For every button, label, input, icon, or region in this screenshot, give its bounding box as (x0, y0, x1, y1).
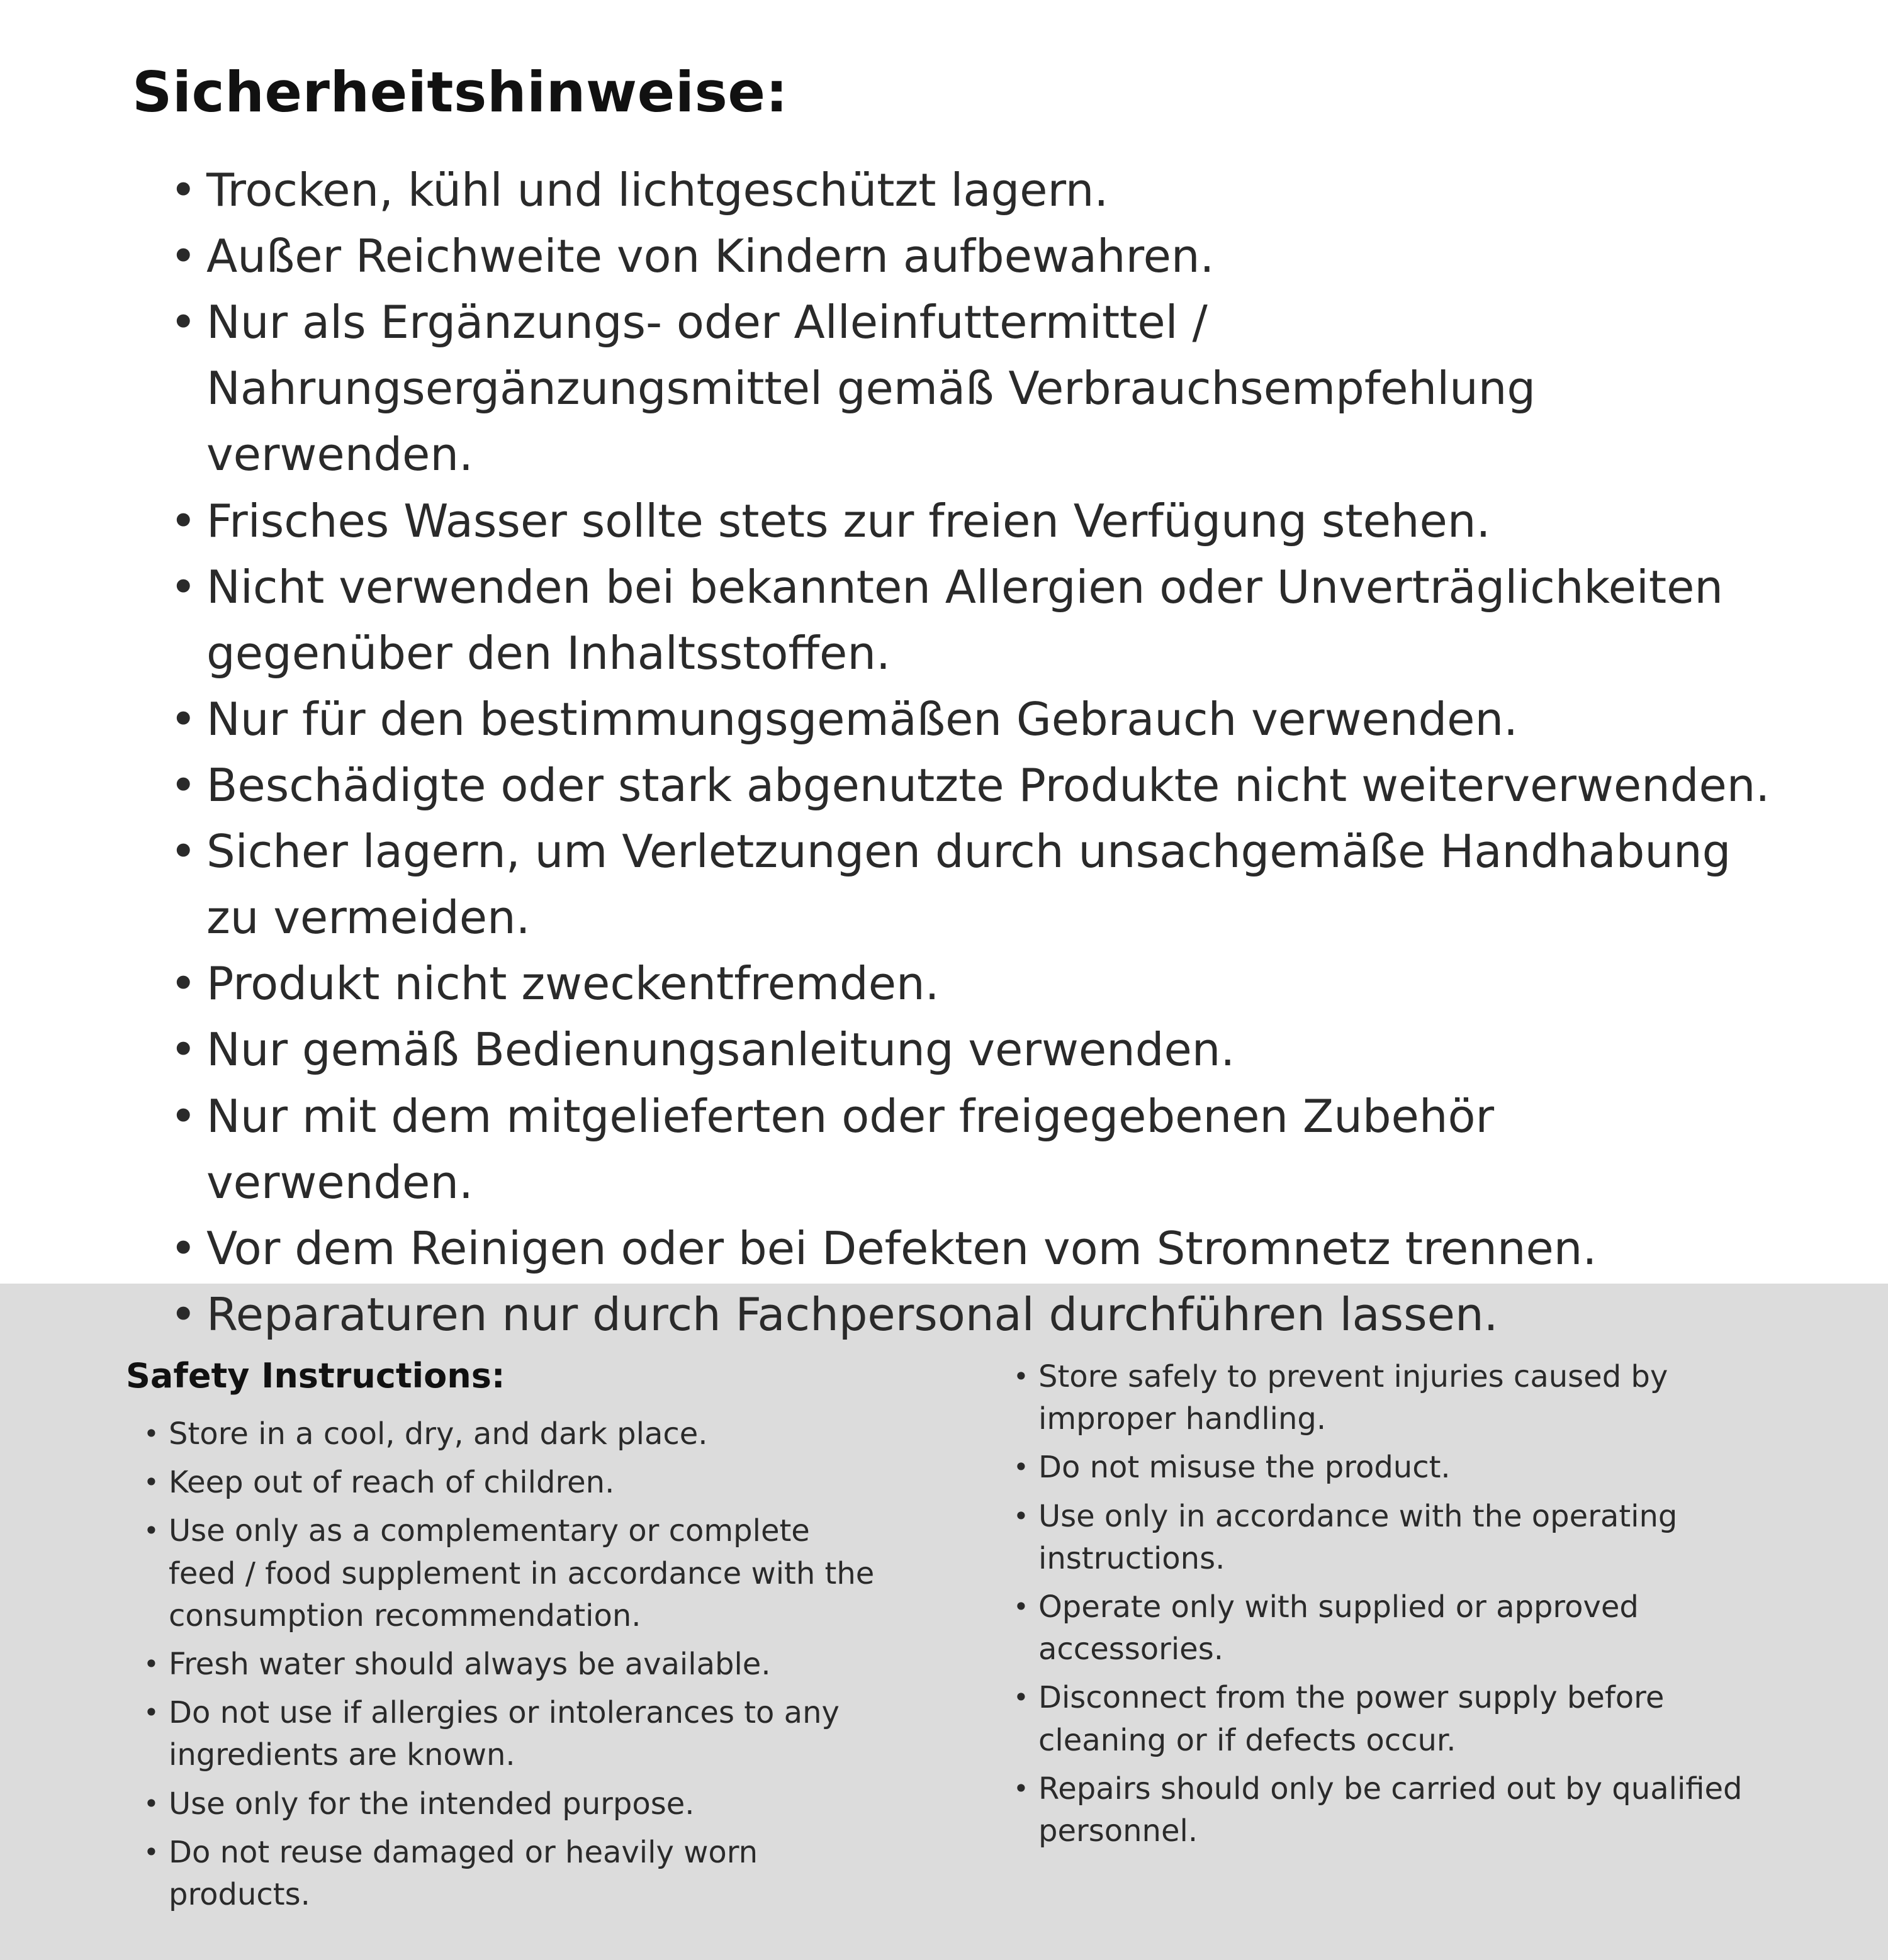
list-item: • Disconnect from the power supply before cleaning or if defects occur. (1013, 1677, 1768, 1761)
list-item: • Vor dem Reinigen oder bei Defekten vom Stromnetz trennen. (170, 1216, 1775, 1282)
english-section-title: Safety Instructions: (126, 1356, 505, 1396)
list-item: • Nur für den bestimmungsgemäßen Gebrauch verwenden. (170, 686, 1775, 753)
list-item: • Do not misuse the product. (1013, 1447, 1768, 1489)
english-safety-list-left (126, 1413, 881, 1916)
english-safety-section (0, 1284, 1888, 1960)
list-item: • Store safely to prevent injuries caused by improper handling. (1013, 1356, 1768, 1440)
list-item: • Keep out of reach of children. (143, 1462, 881, 1504)
list-item: • Operate only with supplied or approved accessories. (1013, 1586, 1768, 1671)
list-item: • Produkt nicht zweckentfremden. (170, 951, 1775, 1017)
english-left-column (126, 1356, 881, 1922)
german-safety-list (132, 157, 1775, 1348)
english-right-column (1013, 1356, 1768, 1922)
list-item: • Do not use if allergies or intolerances to any ingredients are known. (143, 1692, 881, 1776)
list-item: • Nur gemäß Bedienungsanleitung verwenden. (170, 1017, 1775, 1083)
list-item: • Nur als Ergänzungs- oder Alleinfuttermittel / Nahrungsergänzungsmittel gemäß Verbrauchsempfehlung verwenden. (170, 289, 1775, 488)
list-item: • Frisches Wasser sollte stets zur freien Verfügung stehen. (170, 488, 1775, 554)
list-item: • Fresh water should always be available. (143, 1644, 881, 1686)
list-item: • Do not reuse damaged or heavily worn products. (143, 1832, 881, 1916)
list-item: • Nicht verwenden bei bekannten Allergien oder Unverträglichkeiten gegenüber den Inhaltsstoffen. (170, 554, 1775, 686)
list-item: • Außer Reichweite von Kindern aufbewahren. (170, 223, 1775, 289)
list-item: • Sicher lagern, um Verletzungen durch unsachgemäße Handhabung zu vermeiden. (170, 819, 1775, 951)
german-section-title: Sicherheitshinweise: (132, 60, 789, 125)
english-safety-list-right (1013, 1356, 1768, 1852)
list-item: • Trocken, kühl und lichtgeschützt lagern. (170, 157, 1775, 223)
list-item: • Nur mit dem mitgelieferten oder freigegebenen Zubehör verwenden. (170, 1084, 1775, 1216)
list-item: • Beschädigte oder stark abgenutzte Produkte nicht weiterverwenden. (170, 753, 1775, 819)
list-item: • Use only in accordance with the operating instructions. (1013, 1496, 1768, 1580)
list-item: • Reparaturen nur durch Fachpersonal durchführen lassen. (170, 1282, 1775, 1348)
list-item: • Repairs should only be carried out by qualified personnel. (1013, 1768, 1768, 1852)
list-item: • Store in a cool, dry, and dark place. (143, 1413, 881, 1455)
list-item: • Use only for the intended purpose. (143, 1783, 881, 1825)
list-item: • Use only as a complementary or complete feed / food supplement in accordance with the consumption recommendation. (143, 1510, 881, 1637)
